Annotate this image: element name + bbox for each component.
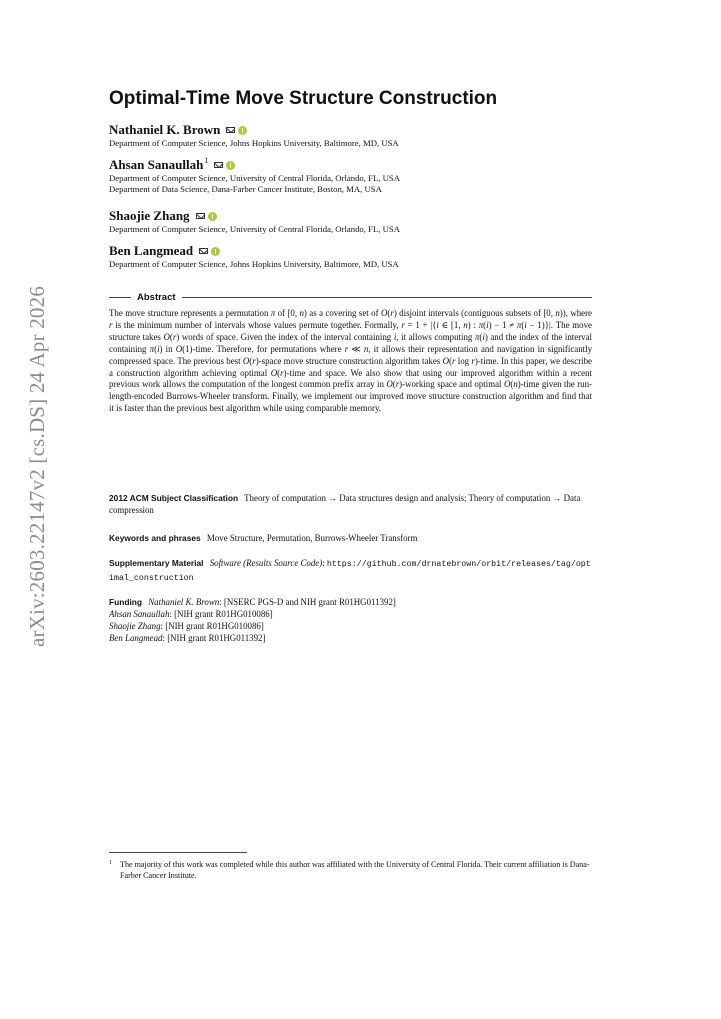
funding-grant: [NIH grant R01HG010086] [174, 609, 273, 619]
affiliation: Department of Computer Science, Johns Hopkins University, Baltimore, MD, USA [109, 259, 399, 269]
envelope-icon[interactable] [196, 213, 205, 219]
funding-grant: [NIH grant R01HG011392] [167, 633, 266, 643]
abstract-heading [109, 291, 592, 303]
supplementary-section: Supplementary Material Software (Results Source Code): https://github.com/drnatebrown/orbit/releases/tag/optimal_construction [109, 558, 591, 583]
author-block-3 [109, 208, 592, 235]
funding-label: Funding [109, 597, 143, 607]
heading-rule [182, 297, 592, 298]
author-block-1 [109, 122, 592, 149]
funding-name: Shaojie Zhang [109, 621, 161, 631]
funding-grant: [NIH grant R01HG010086] [165, 621, 264, 631]
affiliation: Department of Computer Science, Johns Hopkins University, Baltimore, MD, USA [109, 138, 399, 148]
keywords-label: Keywords and phrases [109, 533, 201, 543]
orcid-icon[interactable] [238, 126, 247, 135]
author-name: Shaojie Zhang [109, 208, 190, 223]
footnote-text: The majority of this work was completed while this author was affiliated with the University of Central Florida. Their current affiliation is Dana-Farber Cancer Institute. [120, 860, 590, 880]
envelope-icon[interactable] [226, 127, 235, 133]
footnote-mark: 1 [109, 860, 112, 866]
heading-rule [109, 297, 131, 298]
envelope-icon[interactable] [199, 248, 208, 254]
ccs-section [109, 492, 592, 516]
orcid-icon[interactable] [226, 161, 235, 170]
abstract-text: The move structure represents a permutation π of [0, n) as a covering set of O(r) disjoint intervals (contiguous subsets of [0, n)), where r is the minimum number of intervals whose values permute together. Formally, r = 1 + |{i ∈ [1, n) : π(i) − 1 ≠ π(i − 1)}|. The move structure takes O(r) words of space. Given the index of the interval containing i, it allows computing π(i) and the index of the interval containing π(i) in O(1)-time. Therefore, for permutations where r ≪ n, it allows their representation and navigation in significantly compressed space. The previous best O(r)-space move structure construction algorithm takes O(r log r)-time. In this paper, we describe a construction algorithm achieving optimal O(r)-time and space. We also show that using our improved algorithm within a recent previous work allows the computation of the longest common prefix array in O(r)-working space and optimal O(n)-time given the run-length-encoded Burrows-Wheeler transform. Finally, we implement our improved move structure construction algorithm and find that it is faster than the previous best algorithm while using comparable memory. [109, 308, 593, 414]
author-block-4 [109, 243, 592, 270]
affiliation: Department of Data Science, Dana-Farber Cancer Institute, Boston, MA, USA [109, 184, 382, 194]
author-name: Ben Langmead [109, 243, 194, 258]
funding-name: Ahsan Sanaullah [109, 609, 170, 619]
ccs-text: Theory of computation → Data structures design and analysis; Theory of computation → Data compression [109, 493, 581, 515]
paper-title: Optimal-Time Move Structure Construction [109, 88, 498, 109]
footnote-rule [109, 852, 247, 853]
orcid-icon[interactable] [211, 247, 220, 256]
abstract-label: Abstract [137, 291, 176, 303]
keywords-section [109, 532, 592, 544]
ccs-label: 2012 ACM Subject Classification [109, 493, 239, 503]
footnote [109, 860, 592, 881]
envelope-icon[interactable] [214, 162, 223, 168]
author-name: Nathaniel K. Brown [109, 122, 221, 137]
affiliation: Department of Computer Science, University of Central Florida, Orlando, FL, USA [109, 224, 400, 234]
supplementary-kind: Software (Results Source Code) [209, 558, 323, 568]
supplementary-label: Supplementary Material [109, 558, 204, 568]
orcid-icon[interactable] [208, 212, 217, 221]
footnote-marker[interactable]: 1 [204, 156, 209, 165]
author-block-2 [109, 157, 592, 195]
funding-grant: [NSERC PGS-D and NIH grant R01HG011392] [223, 597, 396, 607]
funding-section: Funding Nathaniel K. Brown: [NSERC PGS-D and NIH grant R01HG011392] Ahsan Sanaullah: [NIH grant R01HG010086] Shaojie Zhang: [NIH grant R01HG010086] Ben Langmead: [NIH grant R01HG011392] [109, 597, 396, 643]
keywords-text: Move Structure, Permutation, Burrows-Wheeler Transform [206, 533, 418, 543]
funding-name: Nathaniel K. Brown [148, 597, 220, 607]
affiliation: Department of Computer Science, University of Central Florida, Orlando, FL, USA [109, 173, 400, 183]
supplementary-link[interactable]: https://github.com/drnatebrown/orbit/releases/tag/optimal_construction [109, 560, 591, 583]
funding-name: Ben Langmead [109, 633, 163, 643]
arxiv-stamp: arXiv:2603.22147v2 [cs.DS] 24 Apr 2026 [25, 285, 50, 647]
author-name: Ahsan Sanaullah [109, 157, 204, 172]
